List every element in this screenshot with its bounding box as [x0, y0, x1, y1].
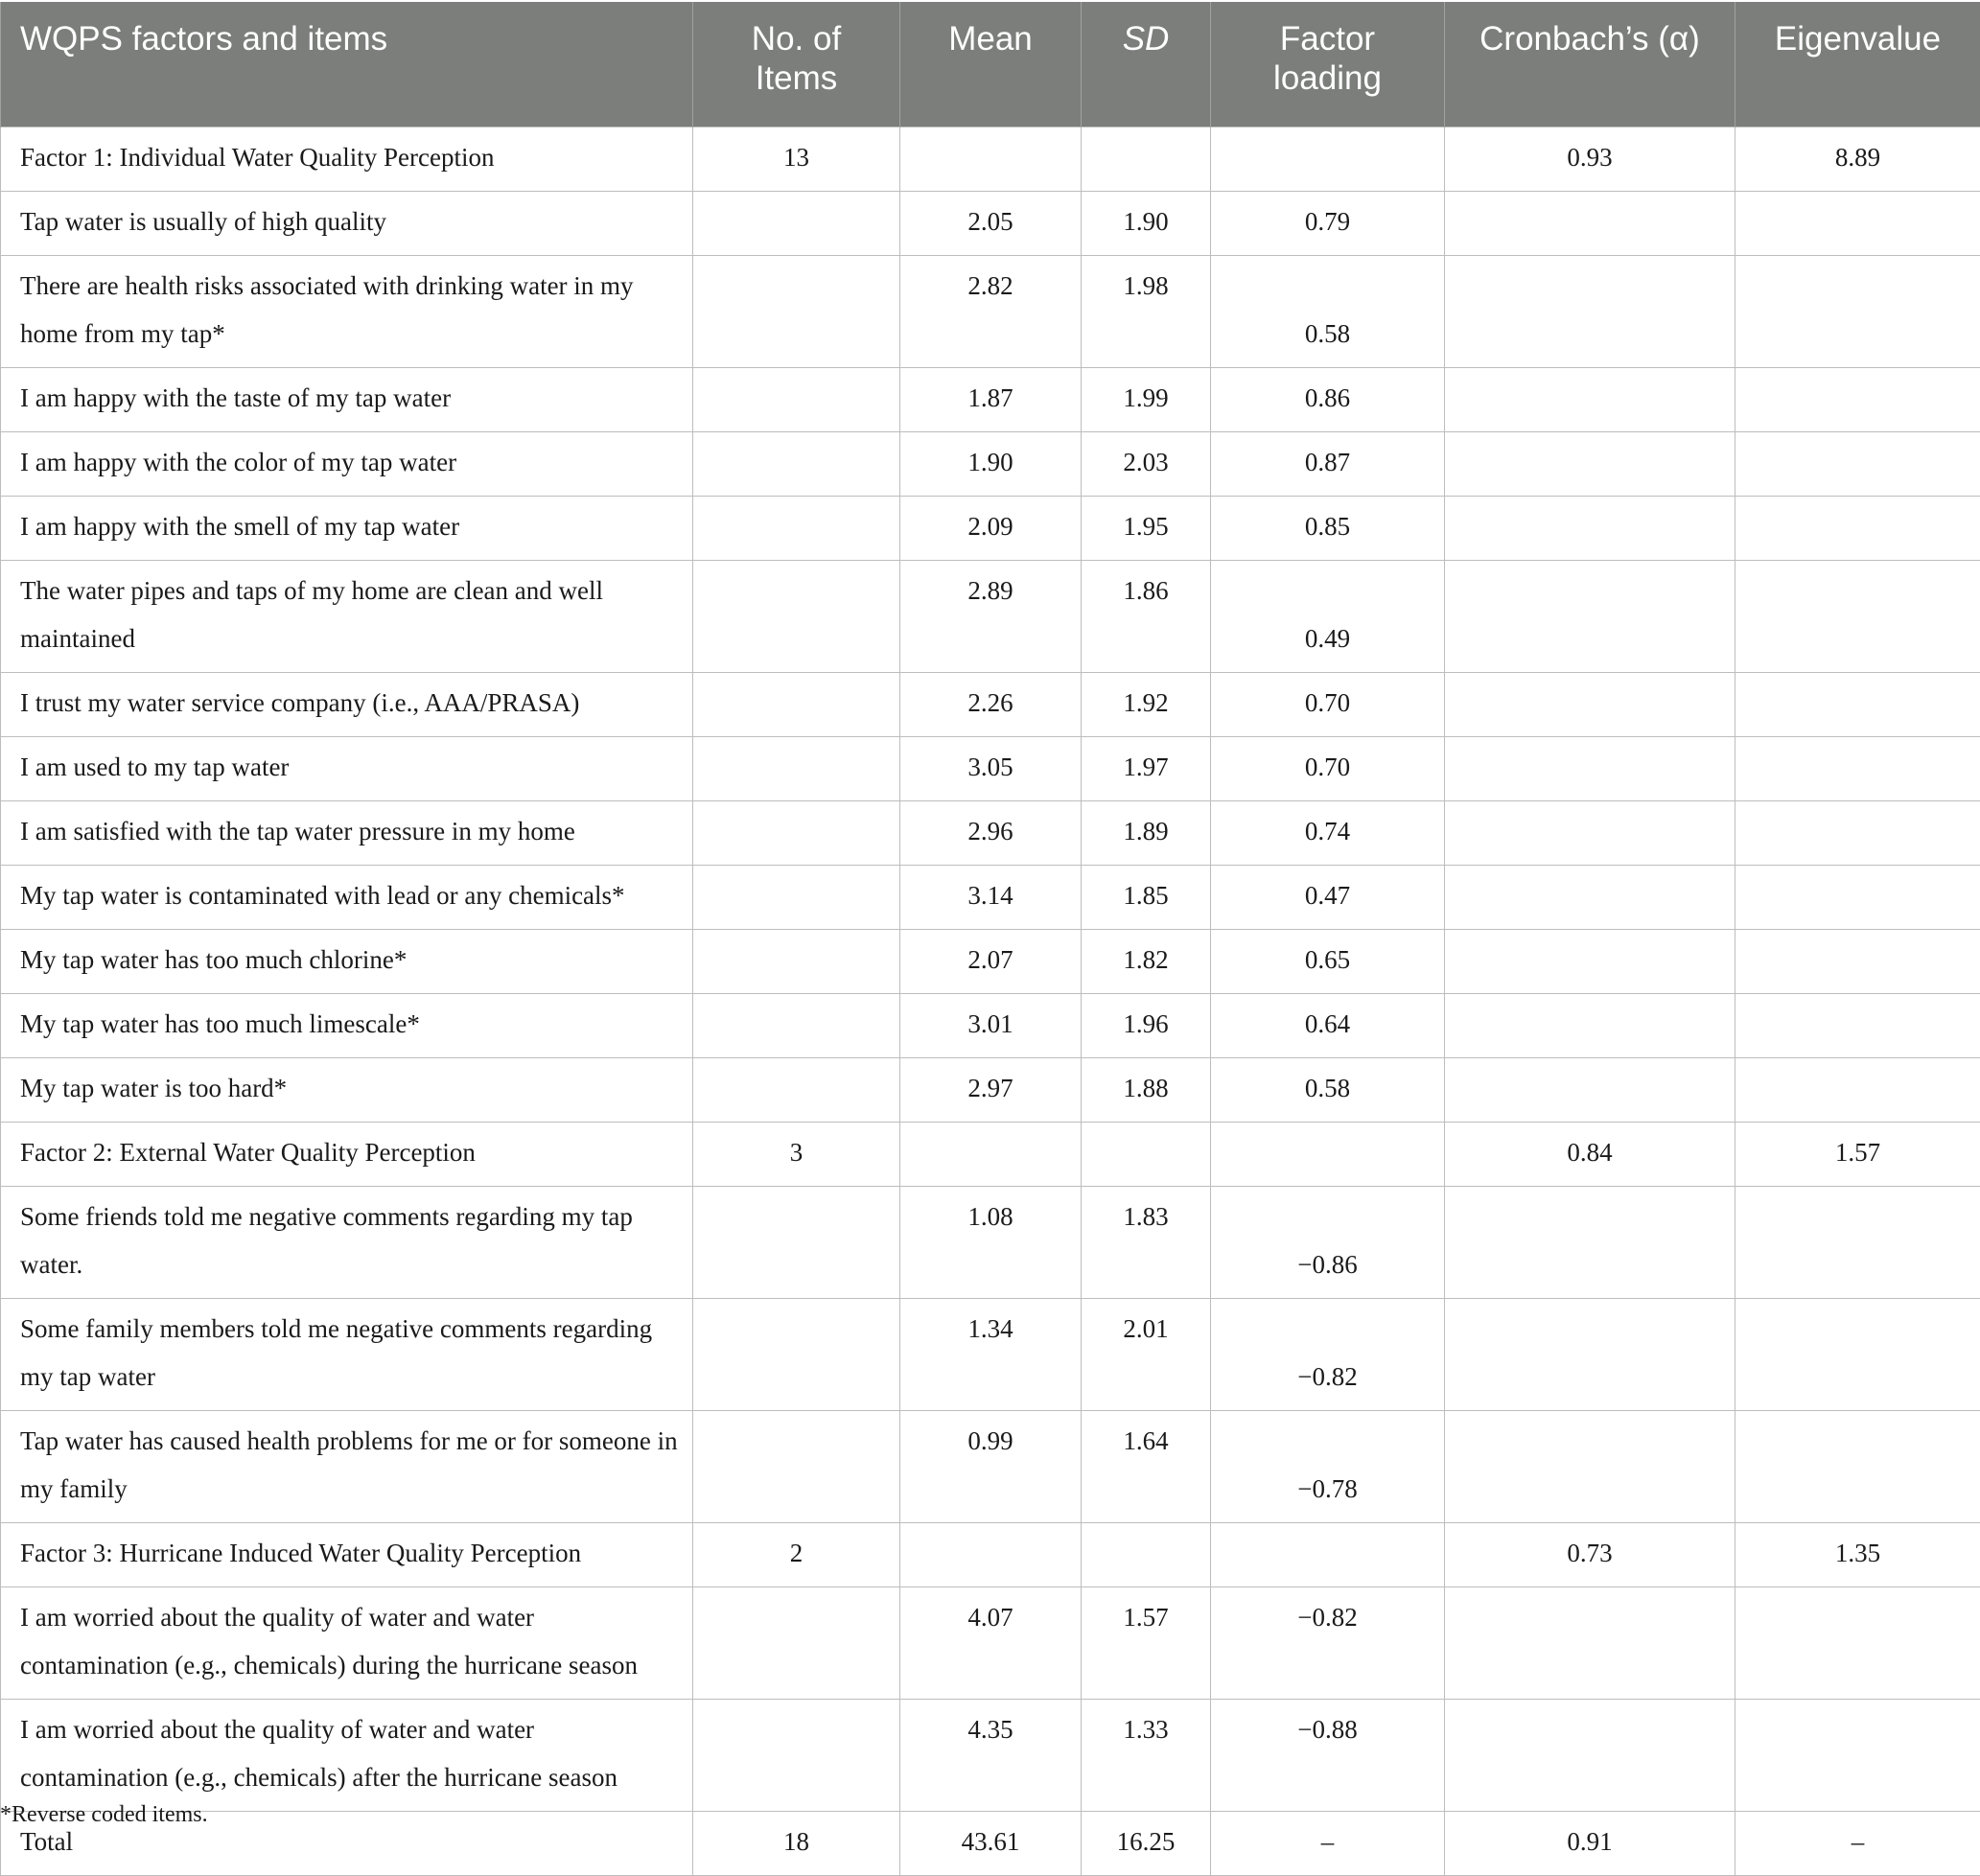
cell-no-of-items [693, 497, 900, 561]
cell-sd: 1.82 [1082, 930, 1211, 994]
cell-factor-loading: 0.74 [1211, 801, 1445, 866]
cell-factor-loading: −0.86 [1211, 1187, 1445, 1299]
cell-mean: 43.61 [900, 1812, 1082, 1876]
cell-eigenvalue [1735, 673, 1980, 737]
cell-cronbach-alpha: 0.91 [1445, 1812, 1735, 1876]
header-mean: Mean [900, 2, 1082, 127]
table-row [1, 1812, 1980, 1876]
table-row [1, 127, 1980, 192]
cell-mean: 1.08 [900, 1187, 1082, 1299]
cell-mean: 3.05 [900, 737, 1082, 801]
cell-mean: 3.01 [900, 994, 1082, 1058]
cell-no-of-items [693, 256, 900, 368]
cell-sd: 1.64 [1082, 1411, 1211, 1523]
cell-factor-loading: −0.88 [1211, 1700, 1445, 1812]
table-row [1, 1123, 1980, 1187]
cell-cronbach-alpha [1445, 801, 1735, 866]
table-row [1, 1058, 1980, 1123]
header-row [1, 2, 1980, 127]
cell-no-of-items [693, 1058, 900, 1123]
cell-mean [900, 1523, 1082, 1587]
cell-no-of-items [693, 866, 900, 930]
cell-factor-loading: 0.87 [1211, 432, 1445, 497]
cell-cronbach-alpha [1445, 930, 1735, 994]
cell-eigenvalue [1735, 1058, 1980, 1123]
cell-factor-loading: 0.70 [1211, 737, 1445, 801]
table-row [1, 192, 1980, 256]
header-items: No. of Items [693, 2, 900, 127]
cell-label: Total [1, 1812, 693, 1876]
table-row [1, 1587, 1980, 1700]
cell-mean: 3.14 [900, 866, 1082, 930]
cell-cronbach-alpha: 0.93 [1445, 127, 1735, 192]
cell-mean: 2.26 [900, 673, 1082, 737]
cell-factor-loading: 0.65 [1211, 930, 1445, 994]
cell-label: Tap water is usually of high quality [1, 192, 693, 256]
table-row [1, 1299, 1980, 1411]
cell-factor-loading: 0.58 [1211, 1058, 1445, 1123]
cell-eigenvalue [1735, 497, 1980, 561]
cell-mean: 2.97 [900, 1058, 1082, 1123]
cell-label: Factor 1: Individual Water Quality Perception [1, 127, 693, 192]
cell-factor-loading: – [1211, 1812, 1445, 1876]
table-row [1, 561, 1980, 673]
cell-mean: 4.35 [900, 1700, 1082, 1812]
header-sd: SD [1082, 2, 1211, 127]
cell-eigenvalue [1735, 256, 1980, 368]
cell-no-of-items [693, 1411, 900, 1523]
cell-no-of-items [693, 1587, 900, 1700]
cell-label: Some friends told me negative comments regarding my tap water. [1, 1187, 693, 1299]
cell-sd: 1.89 [1082, 801, 1211, 866]
cell-cronbach-alpha [1445, 497, 1735, 561]
cell-factor-loading: −0.78 [1211, 1411, 1445, 1523]
cell-no-of-items: 13 [693, 127, 900, 192]
cell-label: I am used to my tap water [1, 737, 693, 801]
cell-factor-loading: 0.86 [1211, 368, 1445, 432]
table-row [1, 673, 1980, 737]
cell-mean: 1.34 [900, 1299, 1082, 1411]
cell-sd: 1.95 [1082, 497, 1211, 561]
cell-cronbach-alpha [1445, 866, 1735, 930]
cell-sd: 16.25 [1082, 1812, 1211, 1876]
header-factor: WQPS factors and items [1, 2, 693, 127]
cell-no-of-items [693, 368, 900, 432]
cell-sd: 2.03 [1082, 432, 1211, 497]
header-factor-loading: Factor loading [1211, 2, 1445, 127]
cell-sd: 1.97 [1082, 737, 1211, 801]
cell-factor-loading [1211, 1523, 1445, 1587]
cell-mean: 2.96 [900, 801, 1082, 866]
cell-cronbach-alpha [1445, 368, 1735, 432]
cell-eigenvalue [1735, 1587, 1980, 1700]
cell-eigenvalue [1735, 1187, 1980, 1299]
table-row [1, 1187, 1980, 1299]
wqps-table [0, 2, 1980, 1876]
cell-label: I am happy with the smell of my tap water [1, 497, 693, 561]
cell-sd: 1.98 [1082, 256, 1211, 368]
cell-sd: 1.88 [1082, 1058, 1211, 1123]
table-row [1, 737, 1980, 801]
cell-factor-loading: −0.82 [1211, 1299, 1445, 1411]
cell-label: I am happy with the taste of my tap water [1, 368, 693, 432]
cell-factor-loading [1211, 127, 1445, 192]
cell-label: My tap water is contaminated with lead or any chemicals* [1, 866, 693, 930]
cell-label: My tap water has too much chlorine* [1, 930, 693, 994]
cell-eigenvalue: – [1735, 1812, 1980, 1876]
cell-mean: 2.89 [900, 561, 1082, 673]
cell-cronbach-alpha [1445, 1700, 1735, 1812]
table-row [1, 497, 1980, 561]
cell-no-of-items: 18 [693, 1812, 900, 1876]
cell-label: Some family members told me negative comments regarding my tap water [1, 1299, 693, 1411]
cell-no-of-items [693, 1700, 900, 1812]
table-row [1, 1523, 1980, 1587]
cell-cronbach-alpha [1445, 192, 1735, 256]
cell-cronbach-alpha [1445, 1299, 1735, 1411]
cell-eigenvalue [1735, 737, 1980, 801]
cell-cronbach-alpha [1445, 561, 1735, 673]
cell-label: Tap water has caused health problems for me or for someone in my family [1, 1411, 693, 1523]
cell-eigenvalue [1735, 1700, 1980, 1812]
cell-sd: 1.96 [1082, 994, 1211, 1058]
cell-mean: 2.05 [900, 192, 1082, 256]
cell-label: I am worried about the quality of water and water contamination (e.g., chemicals) during the hurricane season [1, 1587, 693, 1700]
cell-eigenvalue: 8.89 [1735, 127, 1980, 192]
table-row [1, 432, 1980, 497]
cell-cronbach-alpha [1445, 1411, 1735, 1523]
table-row [1, 1700, 1980, 1812]
cell-cronbach-alpha [1445, 1587, 1735, 1700]
cell-label: Factor 2: External Water Quality Perception [1, 1123, 693, 1187]
cell-sd: 2.01 [1082, 1299, 1211, 1411]
cell-sd: 1.85 [1082, 866, 1211, 930]
cell-cronbach-alpha: 0.84 [1445, 1123, 1735, 1187]
cell-factor-loading: 0.58 [1211, 256, 1445, 368]
cell-no-of-items [693, 1187, 900, 1299]
cell-cronbach-alpha [1445, 737, 1735, 801]
table-row [1, 866, 1980, 930]
cell-sd [1082, 1523, 1211, 1587]
cell-no-of-items [693, 1299, 900, 1411]
cell-label: I am worried about the quality of water and water contamination (e.g., chemicals) after the hurricane season [1, 1700, 693, 1812]
cell-mean: 2.82 [900, 256, 1082, 368]
cell-no-of-items: 3 [693, 1123, 900, 1187]
cell-label: I trust my water service company (i.e., AAA/PRASA) [1, 673, 693, 737]
cell-sd [1082, 1123, 1211, 1187]
cell-factor-loading: 0.85 [1211, 497, 1445, 561]
cell-factor-loading: −0.82 [1211, 1587, 1445, 1700]
cell-eigenvalue [1735, 192, 1980, 256]
cell-sd: 1.83 [1082, 1187, 1211, 1299]
cell-label: My tap water has too much limescale* [1, 994, 693, 1058]
cell-label: I am satisfied with the tap water pressure in my home [1, 801, 693, 866]
cell-factor-loading: 0.47 [1211, 866, 1445, 930]
cell-no-of-items [693, 561, 900, 673]
cell-factor-loading: 0.64 [1211, 994, 1445, 1058]
cell-cronbach-alpha [1445, 432, 1735, 497]
cell-sd [1082, 127, 1211, 192]
cell-cronbach-alpha [1445, 994, 1735, 1058]
cell-cronbach-alpha [1445, 673, 1735, 737]
cell-eigenvalue [1735, 368, 1980, 432]
cell-eigenvalue [1735, 994, 1980, 1058]
table-row [1, 368, 1980, 432]
cell-label: My tap water is too hard* [1, 1058, 693, 1123]
cell-sd: 1.86 [1082, 561, 1211, 673]
cell-mean: 2.09 [900, 497, 1082, 561]
cell-mean [900, 127, 1082, 192]
cell-label: I am happy with the color of my tap water [1, 432, 693, 497]
cell-sd: 1.33 [1082, 1700, 1211, 1812]
table-row [1, 1411, 1980, 1523]
footnote: *Reverse coded items. [0, 1802, 208, 1828]
cell-eigenvalue [1735, 1299, 1980, 1411]
cell-label: The water pipes and taps of my home are clean and well maintained [1, 561, 693, 673]
cell-mean: 2.07 [900, 930, 1082, 994]
cell-sd: 1.90 [1082, 192, 1211, 256]
cell-eigenvalue [1735, 432, 1980, 497]
cell-no-of-items [693, 801, 900, 866]
cell-no-of-items [693, 737, 900, 801]
cell-sd: 1.57 [1082, 1587, 1211, 1700]
cell-eigenvalue [1735, 1411, 1980, 1523]
cell-mean: 1.87 [900, 368, 1082, 432]
header-cronbach-alpha: Cronbach’s (α) [1445, 2, 1735, 127]
cell-eigenvalue: 1.35 [1735, 1523, 1980, 1587]
header-eigenvalue: Eigenvalue [1735, 2, 1980, 127]
cell-sd: 1.99 [1082, 368, 1211, 432]
cell-label: Factor 3: Hurricane Induced Water Quality Perception [1, 1523, 693, 1587]
cell-no-of-items [693, 192, 900, 256]
cell-sd: 1.92 [1082, 673, 1211, 737]
cell-eigenvalue [1735, 930, 1980, 994]
cell-factor-loading: 0.70 [1211, 673, 1445, 737]
cell-eigenvalue [1735, 801, 1980, 866]
cell-mean: 1.90 [900, 432, 1082, 497]
cell-eigenvalue [1735, 866, 1980, 930]
cell-cronbach-alpha [1445, 1058, 1735, 1123]
cell-factor-loading [1211, 1123, 1445, 1187]
cell-factor-loading: 0.49 [1211, 561, 1445, 673]
cell-mean: 4.07 [900, 1587, 1082, 1700]
cell-label: There are health risks associated with drinking water in my home from my tap* [1, 256, 693, 368]
cell-factor-loading: 0.79 [1211, 192, 1445, 256]
table-body [1, 127, 1980, 1876]
cell-cronbach-alpha: 0.73 [1445, 1523, 1735, 1587]
table-row [1, 994, 1980, 1058]
table-row [1, 256, 1980, 368]
cell-no-of-items: 2 [693, 1523, 900, 1587]
table-row [1, 930, 1980, 994]
cell-eigenvalue: 1.57 [1735, 1123, 1980, 1187]
cell-cronbach-alpha [1445, 1187, 1735, 1299]
cell-no-of-items [693, 432, 900, 497]
cell-no-of-items [693, 673, 900, 737]
cell-cronbach-alpha [1445, 256, 1735, 368]
cell-mean [900, 1123, 1082, 1187]
table-row [1, 801, 1980, 866]
cell-no-of-items [693, 930, 900, 994]
cell-no-of-items [693, 994, 900, 1058]
cell-eigenvalue [1735, 561, 1980, 673]
cell-mean: 0.99 [900, 1411, 1082, 1523]
